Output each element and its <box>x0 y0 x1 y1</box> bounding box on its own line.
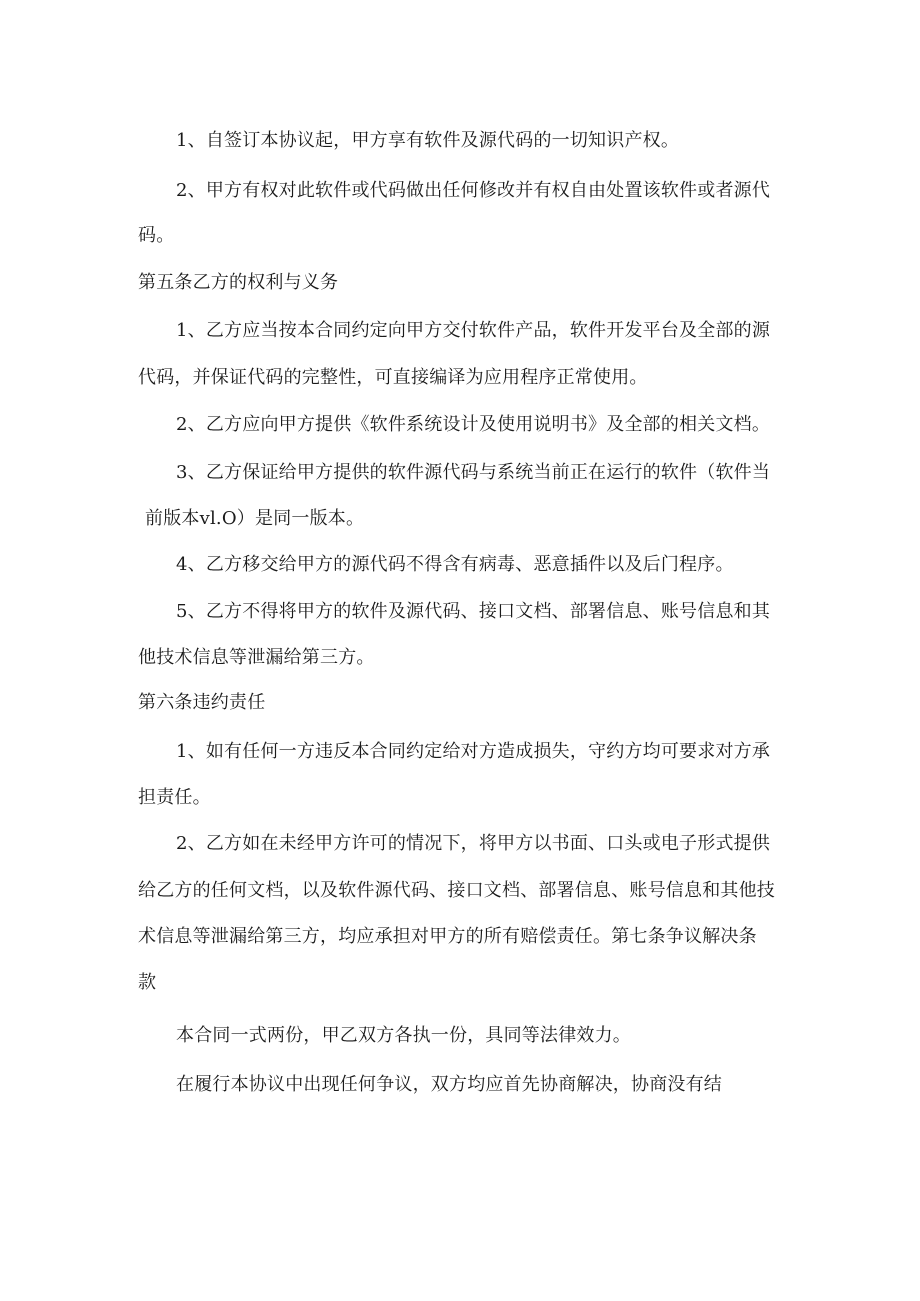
section-heading: 第五条乙方的权利与义务 <box>138 272 339 293</box>
paragraph-line: 2、乙方应向甲方提供《软件系统设计及使用说明书》及全部的相关文档。 <box>176 414 771 435</box>
paragraph-line: 款 <box>138 972 157 993</box>
paragraph-line: 2、乙方如在未经甲方许可的情况下，将甲方以书面、口头或电子形式提供 <box>176 833 771 854</box>
paragraph-line: 担责任。 <box>138 787 211 808</box>
paragraph-line: 码。 <box>138 225 175 246</box>
paragraph-line: 前版本vl.O）是同一版本。 <box>145 508 365 529</box>
paragraph-line: 4、乙方移交给甲方的源代码不得含有病毒、恶意插件以及后门程序。 <box>176 554 734 575</box>
paragraph-line: 2、甲方有权对此软件或代码做出任何修改并有权自由处置该软件或者源代 <box>176 180 771 201</box>
paragraph-line: 在履行本协议中出现任何争议，双方均应首先协商解决，协商没有结 <box>176 1074 722 1095</box>
paragraph-line: 1、如有任何一方违反本合同约定给对方造成损失，守约方均可要求对方承 <box>176 741 771 762</box>
section-heading: 第六条违约责任 <box>138 692 266 713</box>
paragraph-line: 术信息等泄漏给第三方，均应承担对甲方的所有赔偿责任。第七条争议解决条 <box>138 926 757 947</box>
paragraph-line: 他技术信息等泄漏给第三方。 <box>138 647 375 668</box>
paragraph-line: 代码，并保证代码的完整性，可直接编译为应用程序正常使用。 <box>138 367 648 388</box>
paragraph-line: 3、乙方保证给甲方提供的软件源代码与系统当前正在运行的软件（软件当 <box>176 462 771 483</box>
paragraph-line: 给乙方的任何文档，以及软件源代码、接口文档、部署信息、账号信息和其他技 <box>138 880 775 901</box>
paragraph-line: 本合同一式两份，甲乙双方各执一份，具同等法律效力。 <box>176 1025 631 1046</box>
paragraph-line: 5、乙方不得将甲方的软件及源代码、接口文档、部署信息、账号信息和其 <box>176 601 771 622</box>
paragraph-line: 1、自签订本协议起，甲方享有软件及源代码的一切知识产权。 <box>176 130 680 151</box>
paragraph-line: 1、乙方应当按本合同约定向甲方交付软件产品，软件开发平台及全部的源 <box>176 320 771 341</box>
